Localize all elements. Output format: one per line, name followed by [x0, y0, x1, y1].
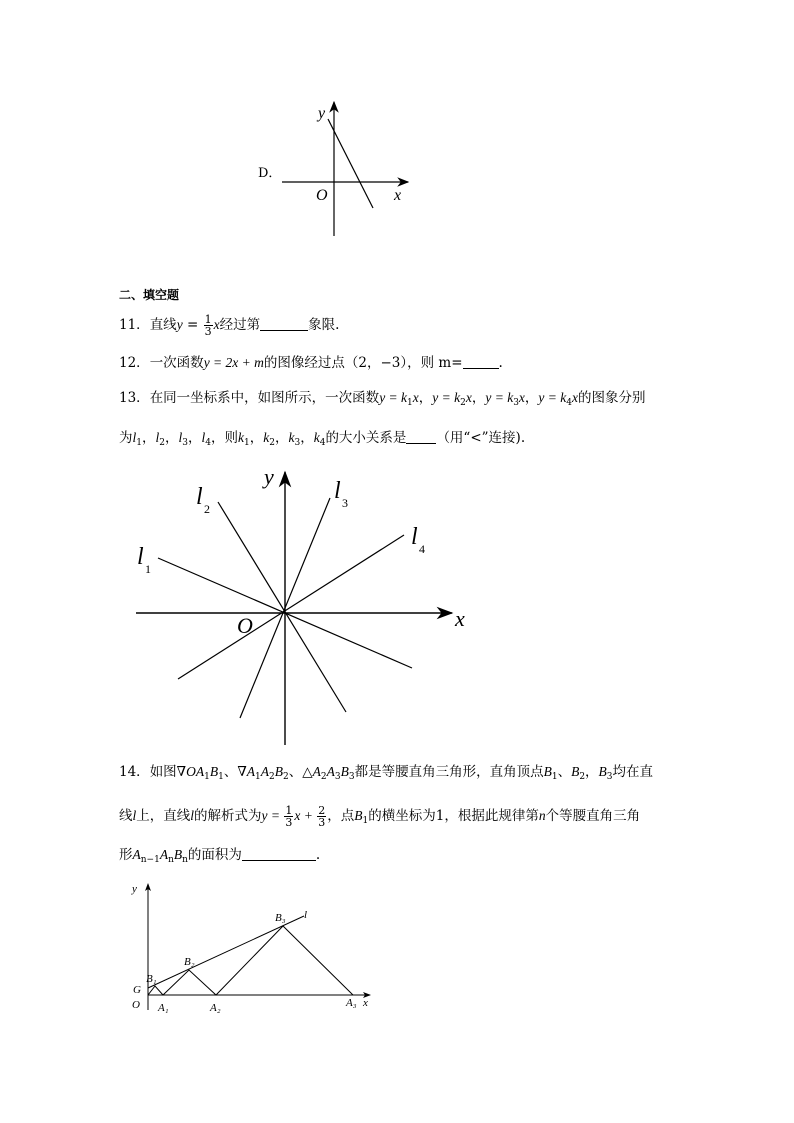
fig13-x-label: x — [455, 606, 465, 631]
question-14-line-2: 线l上，直线l的解析式为y = $\frac{1}{3}$ x + $\frac{2}{3}$ ，点$B_1$的横坐标为1，根据此规律第n个等腰直角三角 — [119, 804, 641, 829]
fig13-l2-label: l — [196, 484, 203, 510]
option-d-x-label: x — [394, 187, 402, 204]
question-13-line-1: 13．在同一坐标系中，如图所示，一次函数$y = k_1x$，$y = k_2x$，$y = k_3x$，$y = k_4x$的图象分别 — [119, 390, 646, 408]
option-d-y-label: y — [318, 105, 326, 122]
fig14-triangles — [148, 926, 353, 995]
question-14-line-3: 形$A_{n-1}A_nB_n$的面积为 . — [119, 847, 321, 865]
fig13-l1-sub: 1 — [145, 562, 151, 576]
fig13-l1-label: l — [137, 544, 144, 570]
fig14-G-label: G — [133, 984, 141, 996]
fig14-line-l — [148, 916, 304, 988]
option-d-label: D． — [258, 166, 282, 181]
option-d-origin-label: O — [316, 187, 328, 204]
fig14-B3-label: B₃ — [275, 912, 286, 924]
fig13-l4-label: l — [411, 524, 418, 550]
fig14-A2-label: A₂ — [210, 1002, 221, 1014]
fig14-l-label: l — [304, 909, 308, 921]
q14-answer-blank — [242, 848, 316, 861]
fig14-x-label: x — [363, 997, 368, 1009]
fig14-y-label: y — [132, 883, 137, 895]
figure-14 — [118, 878, 380, 1018]
question-12: 12．一次函数y = 2x + m的图像经过点（2，−3），则 m= . — [119, 355, 503, 371]
fig13-l3-label: l — [334, 478, 341, 504]
fig14-B2-label: B₂ — [184, 956, 195, 968]
option-d-graph — [276, 98, 416, 240]
option-d-line — [328, 119, 373, 208]
q12-answer-blank — [463, 356, 499, 369]
q13-answer-blank — [406, 431, 436, 444]
fig13-l2-sub: 2 — [204, 502, 210, 516]
fig14-B1-label: B₁ — [146, 973, 157, 985]
fig14-A3-label: A₃ — [346, 997, 357, 1009]
fig13-line-l4 — [178, 535, 404, 679]
fig13-l4-sub: 4 — [419, 542, 425, 556]
question-11: 11．直线y = $\frac{1}{3}$ x经过第 象限. — [119, 313, 340, 338]
question-14-line-1: 14．如图$\nabla OA_1B_1$、$\nabla A_1A_2B_2$、$\triangle A_2A_3B_3$都是等腰直角三角形，直角顶点$B_1$、$B_2$，$B_3$均在直 — [119, 764, 654, 782]
fig14-O-label: O — [132, 999, 140, 1011]
question-13-line-2: 为$l_1$，$l_2$，$l_3$，$l_4$，则$k_1$，$k_2$，$k_3$，$k_4$的大小关系是 （用“<”连接). — [119, 430, 526, 448]
fig13-l3-sub: 3 — [342, 496, 348, 510]
figure-13 — [128, 460, 478, 750]
section-title: 二、填空题 — [119, 288, 180, 302]
q11-answer-blank — [260, 318, 308, 331]
fig14-A1-label: A₁ — [158, 1002, 169, 1014]
fig13-y-label: y — [264, 464, 274, 489]
fig13-origin-label: O — [237, 613, 253, 638]
fig13-line-l2 — [218, 502, 346, 712]
